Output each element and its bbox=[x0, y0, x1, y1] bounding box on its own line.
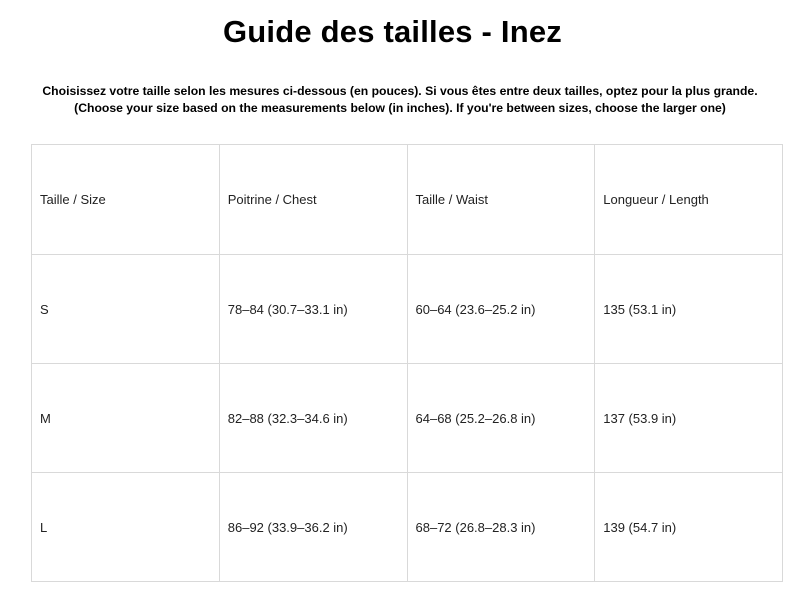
cell-size: M bbox=[32, 364, 220, 473]
table-header-row bbox=[32, 145, 783, 255]
intro-line-fr: Choisissez votre taille selon les mesures ci-dessous (en pouces). Si vous êtes entre deux tailles, optez pour la plus grande. bbox=[42, 84, 758, 98]
intro-line-en: (Choose your size based on the measurements below (in inches). If you're between sizes, choose the larger one) bbox=[74, 101, 726, 115]
cell-size: L bbox=[32, 473, 220, 582]
header-chest: Poitrine / Chest bbox=[219, 145, 407, 255]
page-title: Guide des tailles - Inez bbox=[222, 14, 562, 49]
intro-text bbox=[0, 83, 800, 117]
cell-length: 137 (53.9 in) bbox=[595, 364, 783, 473]
table-row bbox=[32, 364, 783, 473]
cell-waist: 64–68 (25.2–26.8 in) bbox=[407, 364, 595, 473]
table-row bbox=[32, 473, 783, 582]
cell-chest: 82–88 (32.3–34.6 in) bbox=[219, 364, 407, 473]
size-table bbox=[31, 144, 783, 582]
cell-chest: 86–92 (33.9–36.2 in) bbox=[219, 473, 407, 582]
cell-length: 139 (54.7 in) bbox=[595, 473, 783, 582]
table-row bbox=[32, 255, 783, 364]
cell-length: 135 (53.1 in) bbox=[595, 255, 783, 364]
header-length: Longueur / Length bbox=[595, 145, 783, 255]
cell-chest: 78–84 (30.7–33.1 in) bbox=[219, 255, 407, 364]
header-waist: Taille / Waist bbox=[407, 145, 595, 255]
cell-size: S bbox=[32, 255, 220, 364]
header-size: Taille / Size bbox=[32, 145, 220, 255]
cell-waist: 68–72 (26.8–28.3 in) bbox=[407, 473, 595, 582]
cell-waist: 60–64 (23.6–25.2 in) bbox=[407, 255, 595, 364]
